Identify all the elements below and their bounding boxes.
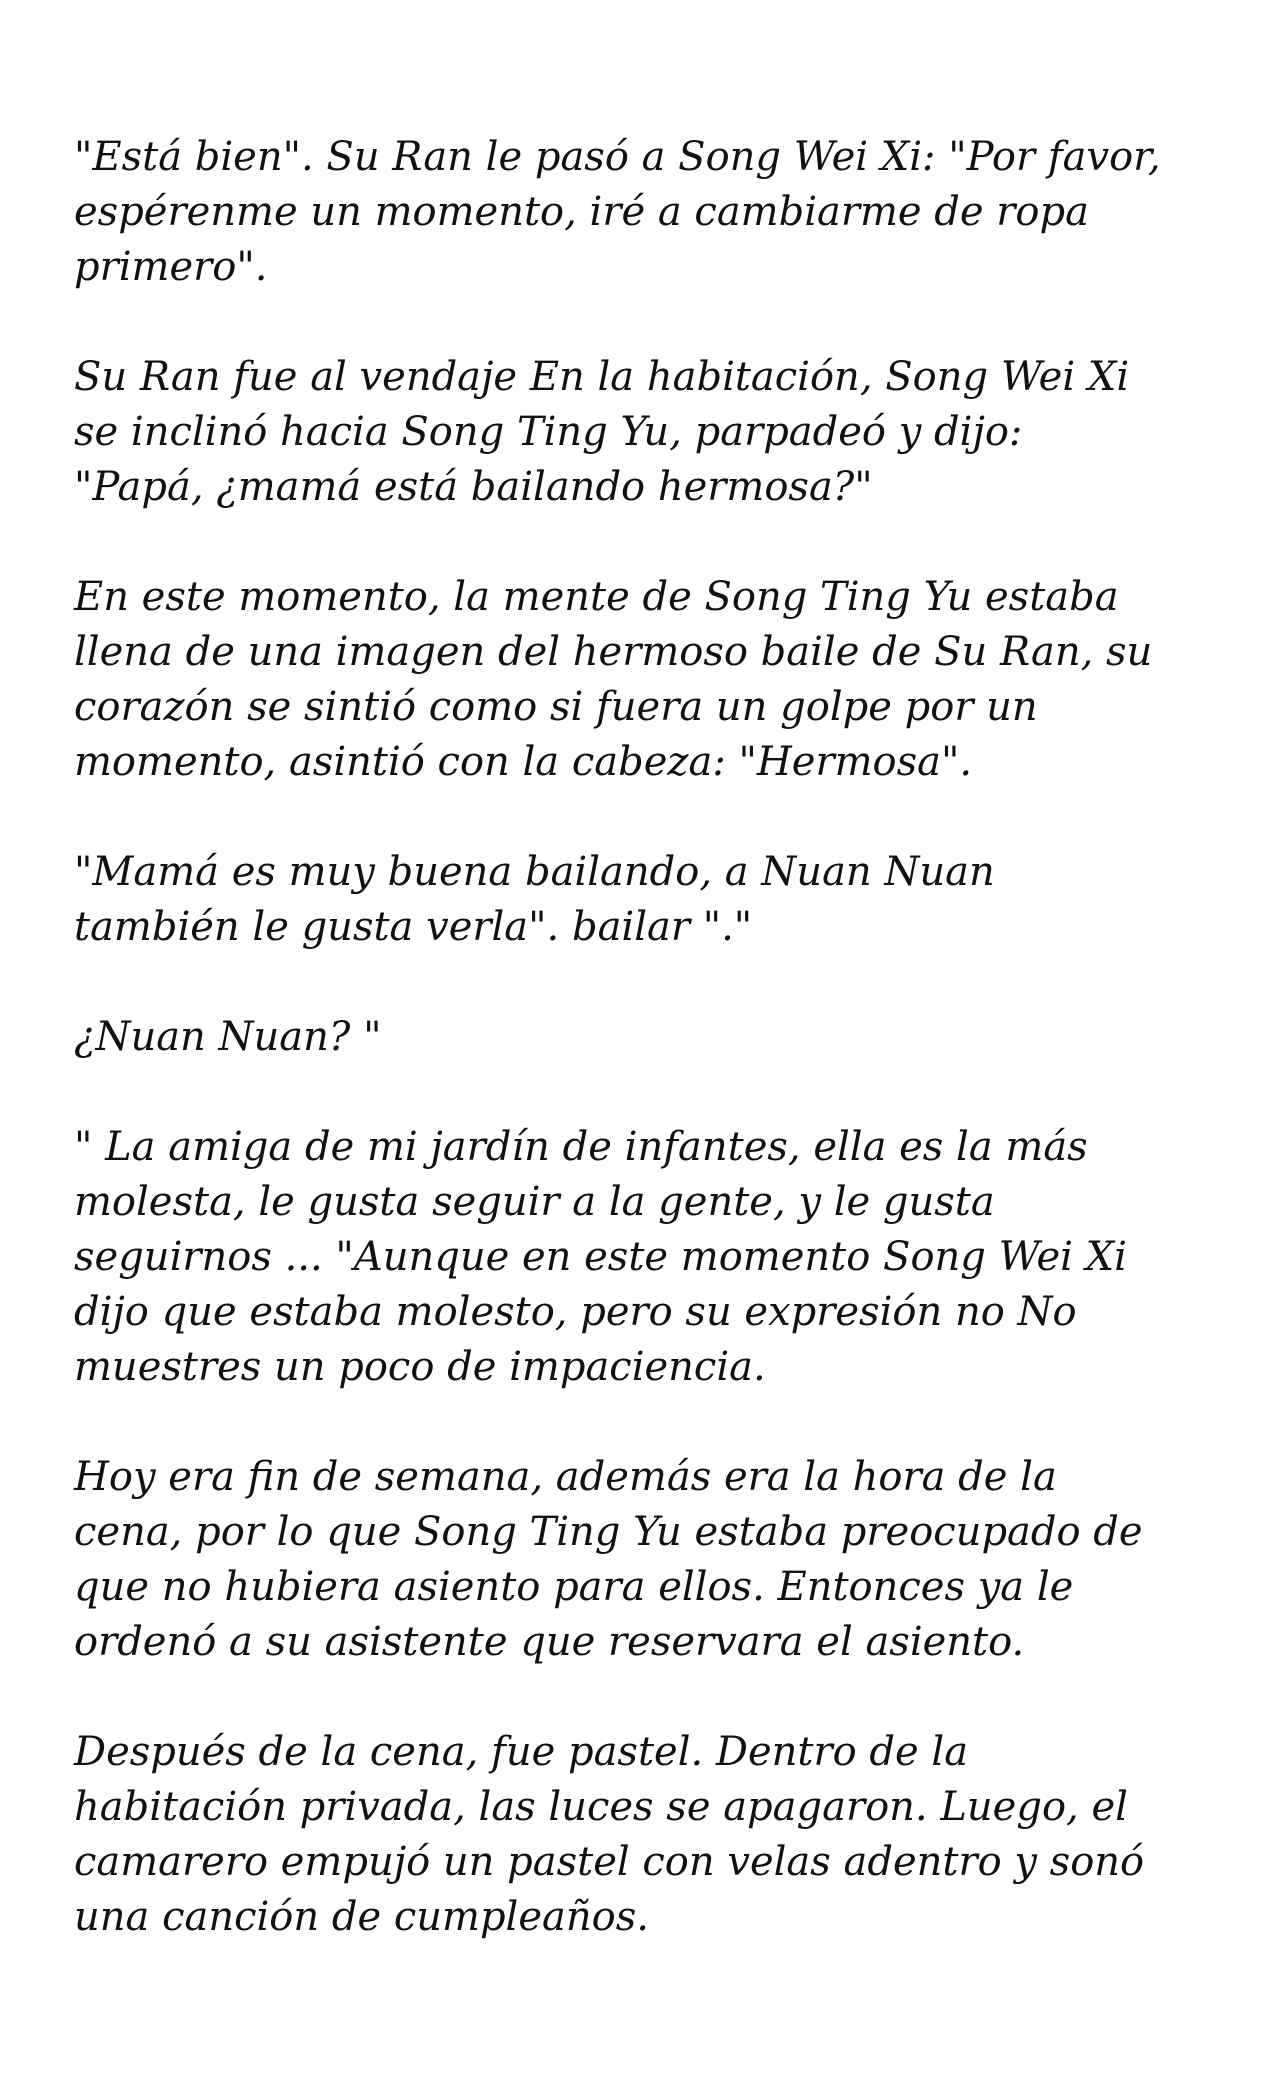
paragraph-2 xyxy=(74,350,1224,515)
text-line: habitación privada, las luces se apagaron. Luego, el xyxy=(74,1784,1128,1830)
paragraph-4 xyxy=(74,845,1224,955)
text-line: seguirnos ... "Aunque en este momento Song Wei Xi xyxy=(74,1234,1127,1280)
text-line: llena de una imagen del hermoso baile de Su Ran, su xyxy=(74,629,1153,675)
text-line: " La amiga de mi jardín de infantes, ella es la más xyxy=(74,1124,1088,1170)
text-line: ¿Nuan Nuan? " xyxy=(74,1014,382,1060)
text-line: momento, asintió con la cabeza: "Hermosa". xyxy=(74,739,973,785)
text-line: ordenó a su asistente que reservara el asiento. xyxy=(74,1619,1025,1665)
paragraph-7 xyxy=(74,1450,1224,1670)
paragraph-8 xyxy=(74,1725,1224,1945)
text-line: dijo que estaba molesto, pero su expresión no No xyxy=(74,1289,1077,1335)
text-line: cena, por lo que Song Ting Yu estaba preocupado de xyxy=(74,1509,1143,1555)
text-line: primero". xyxy=(74,244,268,290)
paragraph-5 xyxy=(74,1010,1224,1065)
text-line: una canción de cumpleaños. xyxy=(74,1894,649,1940)
text-line: molesta, le gusta seguir a la gente, y le gusta xyxy=(74,1179,995,1225)
text-line: que no hubiera asiento para ellos. Entonces ya le xyxy=(74,1564,1074,1610)
text-line: se inclinó hacia Song Ting Yu, parpadeó y dijo: xyxy=(74,409,1023,455)
paragraph-3 xyxy=(74,570,1224,790)
text-line: "Mamá es muy buena bailando, a Nuan Nuan xyxy=(74,849,995,895)
text-line: Después de la cena, fue pastel. Dentro de la xyxy=(74,1729,969,1775)
text-line: "Papá, ¿mamá está bailando hermosa?" xyxy=(74,464,873,510)
text-line: Hoy era fin de semana, además era la hora de la xyxy=(74,1454,1057,1500)
text-line: muestres un poco de impaciencia. xyxy=(74,1344,766,1390)
paragraph-1 xyxy=(74,130,1224,295)
text-line: corazón se sintió como si fuera un golpe por un xyxy=(74,684,1038,730)
text-line: también le gusta verla". bailar "." xyxy=(74,904,753,950)
text-line: Su Ran fue al vendaje En la habitación, Song Wei Xi xyxy=(74,354,1130,400)
document-body xyxy=(74,130,1224,2000)
text-line: espérenme un momento, iré a cambiarme de ropa xyxy=(74,189,1089,235)
text-line: En este momento, la mente de Song Ting Yu estaba xyxy=(74,574,1119,620)
text-line: "Está bien". Su Ran le pasó a Song Wei Xi: "Por favor, xyxy=(74,134,1161,180)
paragraph-6 xyxy=(74,1120,1224,1395)
text-line: camarero empujó un pastel con velas adentro y sonó xyxy=(74,1839,1145,1885)
